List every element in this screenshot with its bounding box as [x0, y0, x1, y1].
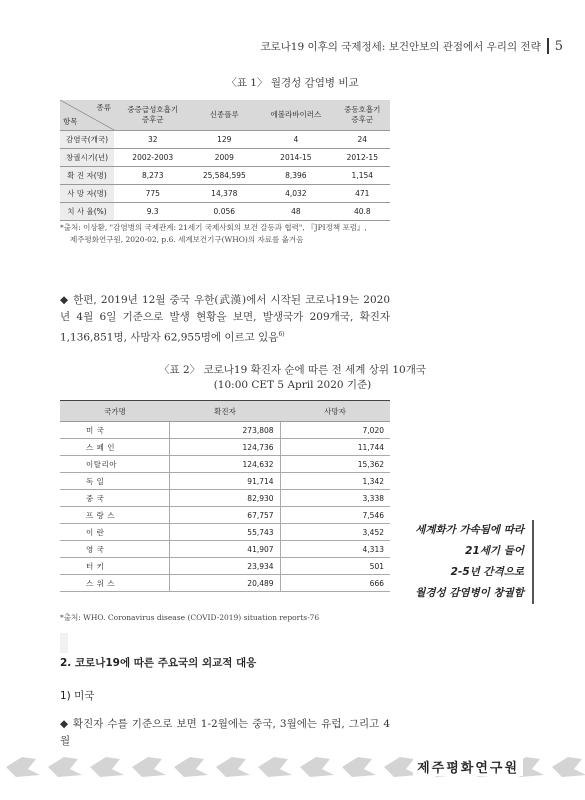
table1 [60, 100, 390, 221]
table2-row [60, 575, 390, 592]
table1-corner-top: 종류 [96, 103, 111, 112]
paragraph-covid-outbreak [60, 292, 390, 347]
table2-row [60, 524, 390, 541]
footer-pattern-shape [6, 757, 40, 777]
table1-cell: 8,396 [257, 167, 334, 185]
table2-row [60, 558, 390, 575]
table1-row-label: 확 진 자(명) [60, 167, 114, 185]
table1-corner-bottom: 항목 [63, 117, 78, 126]
table2-country: 스 위 스 [60, 575, 170, 592]
table2-row [60, 456, 390, 473]
table2-cases: 273,808 [170, 422, 280, 439]
callout-line: 세계화가 가속됨에 따라 [415, 524, 524, 536]
table1-cell: 9.3 [114, 203, 191, 221]
table1-source-note [60, 222, 367, 246]
footer-pattern-shape [90, 757, 124, 777]
table1-corner-cell [60, 100, 114, 131]
table2-deaths: 4,313 [280, 541, 390, 558]
table1-cell: 4 [257, 131, 334, 149]
table2-country: 영 국 [60, 541, 170, 558]
table1-col-header [335, 100, 390, 131]
table2-deaths: 7,546 [280, 507, 390, 524]
organization-name: 제주평화연구원 [413, 757, 523, 776]
table1-note-line2: 제주평화연구원, 2020-02, p.6. 세계보건기구(WHO)의 자료를 옮겨옴 [70, 235, 304, 244]
header-divider [547, 38, 549, 54]
table2-deaths: 3,338 [280, 490, 390, 507]
table1-row [60, 131, 390, 149]
table1-cell: 32 [114, 131, 191, 149]
table2-header-cases: 확진자 [170, 401, 280, 422]
table1-cell: 471 [335, 185, 390, 203]
bullet-diamond: ◆ [60, 718, 69, 730]
table2-cases: 67,757 [170, 507, 280, 524]
table2-country: 프 랑 스 [60, 507, 170, 524]
table1-row [60, 203, 390, 221]
footer-pattern-shape [552, 757, 585, 777]
subsection-heading: 1) 미국 [60, 690, 95, 702]
footer-pattern-shape [48, 757, 82, 777]
table2-country: 이탈리아 [60, 456, 170, 473]
page-number: 5 [554, 38, 563, 54]
footer-pattern-shape [174, 757, 208, 777]
paragraph-text: 확진자 수를 기준으로 보면 1-2월에는 중국, 3월에는 유럽, 그리고 4월 [60, 718, 391, 747]
table1-cell: 0.056 [191, 203, 257, 221]
footer-pattern-shape [258, 757, 292, 777]
table2-country: 미 국 [60, 422, 170, 439]
table2-row [60, 439, 390, 456]
table1-cell: 1,154 [335, 167, 390, 185]
table2-cases: 23,934 [170, 558, 280, 575]
table2-header-country: 국가명 [60, 401, 170, 422]
table1-cell: 8,273 [114, 167, 191, 185]
footer-pattern-shape [300, 757, 334, 777]
footnote-marker: 6) [278, 331, 285, 338]
table1-row-label: 치 사 율(%) [60, 203, 114, 221]
table1-col-header [114, 100, 191, 131]
running-header [260, 38, 563, 54]
table2-deaths: 15,362 [280, 456, 390, 473]
table2-cases: 55,743 [170, 524, 280, 541]
table1-row [60, 167, 390, 185]
table1-cell: 40.8 [335, 203, 390, 221]
table2-cases: 124,736 [170, 439, 280, 456]
table1-note-line1: *출처: 이상환, "감염병의 국제관계: 21세기 국제사회의 보건 갈등과 협력", 『JPI정책 포럼』, [60, 223, 367, 232]
table2 [60, 400, 390, 592]
table2-cases: 41,907 [170, 541, 280, 558]
bullet-diamond: ◆ [60, 294, 69, 306]
table2-cases: 82,930 [170, 490, 280, 507]
table1-row [60, 149, 390, 167]
table1-cell: 25,584,595 [191, 167, 257, 185]
paragraph-text: 한편, 2019년 12월 중국 우한(武漢)에서 시작된 코로나19는 2020년 4월 6일 기준으로 발생 현황을 보면, 발생국가 209개국, 확진자 1,136,851명, 사망자 62,955명에 이르고 있음 [60, 294, 390, 344]
table1-cell: 4,032 [257, 185, 334, 203]
footer-pattern-shape [342, 757, 376, 777]
table1-row-label: 창궐시기(년) [60, 149, 114, 167]
table1-cell: 2002-2003 [114, 149, 191, 167]
table1-cell: 48 [257, 203, 334, 221]
table1-row-label: 감염국(개국) [60, 131, 114, 149]
table1-cell: 14,378 [191, 185, 257, 203]
table1-col-label: 신종플루 [209, 110, 239, 119]
table1-cell: 2012-15 [335, 149, 390, 167]
section-heading: 2. 코로나19에 따른 주요국의 외교적 대응 [60, 657, 257, 669]
running-title: 코로나19 이후의 국제정세: 보건안보의 관점에서 우리의 전략 [260, 40, 541, 53]
table2-caption-date: (10:00 CET 5 April 2020 기준) [213, 379, 372, 391]
table1-row-label: 사 망 자(명) [60, 185, 114, 203]
table1-col-header [257, 100, 334, 131]
footer-pattern-shape [132, 757, 166, 777]
callout-line: 월경성 감염병이 창궐함 [415, 587, 524, 599]
table2-header-deaths: 사망자 [280, 401, 390, 422]
table1-cell: 24 [335, 131, 390, 149]
table2-country: 중 국 [60, 490, 170, 507]
table2-country: 독 일 [60, 473, 170, 490]
table2-deaths: 1,342 [280, 473, 390, 490]
table1-cell: 129 [191, 131, 257, 149]
footer-pattern-shape [216, 757, 250, 777]
table2-row [60, 473, 390, 490]
table2-row [60, 541, 390, 558]
table2-deaths: 501 [280, 558, 390, 575]
table1-col-label: 중동호흡기 증후군 [344, 105, 381, 124]
table1-row [60, 185, 390, 203]
callout-line: 2-5년 간격으로 [450, 566, 524, 578]
table2-source-note: *출처: WHO. Coronavirus disease (COVID-2019) situation reports-76 [60, 613, 320, 622]
table2-deaths: 11,744 [280, 439, 390, 456]
table2-row [60, 507, 390, 524]
table2-deaths: 7,020 [280, 422, 390, 439]
table1-cell: 775 [114, 185, 191, 203]
table1-col-label: 중증급성호흡기 증후군 [127, 105, 179, 124]
table2-country: 터 키 [60, 558, 170, 575]
table2-deaths: 3,452 [280, 524, 390, 541]
table2-row [60, 490, 390, 507]
sidebar-callout [392, 520, 534, 604]
table1-col-label: 에볼라바이러스 [270, 110, 322, 119]
callout-line: 21세기 들어 [465, 545, 524, 557]
table2-deaths: 666 [280, 575, 390, 592]
table1-caption: 〈표 1〉 월경성 감염병 비교 [226, 77, 359, 89]
table1-cell: 2014-15 [257, 149, 334, 167]
table2-caption: 〈표 2〉 코로나19 확진자 순에 따른 전 세계 상위 10개국 [158, 364, 426, 376]
table2-country: 이 란 [60, 524, 170, 541]
margin-shade [60, 633, 68, 653]
table1-col-header [191, 100, 257, 131]
table2-country: 스 페 인 [60, 439, 170, 456]
table2-row [60, 422, 390, 439]
table2-cases: 91,714 [170, 473, 280, 490]
table2-cases: 124,632 [170, 456, 280, 473]
table1-cell: 2009 [191, 149, 257, 167]
table2-cases: 20,489 [170, 575, 280, 592]
